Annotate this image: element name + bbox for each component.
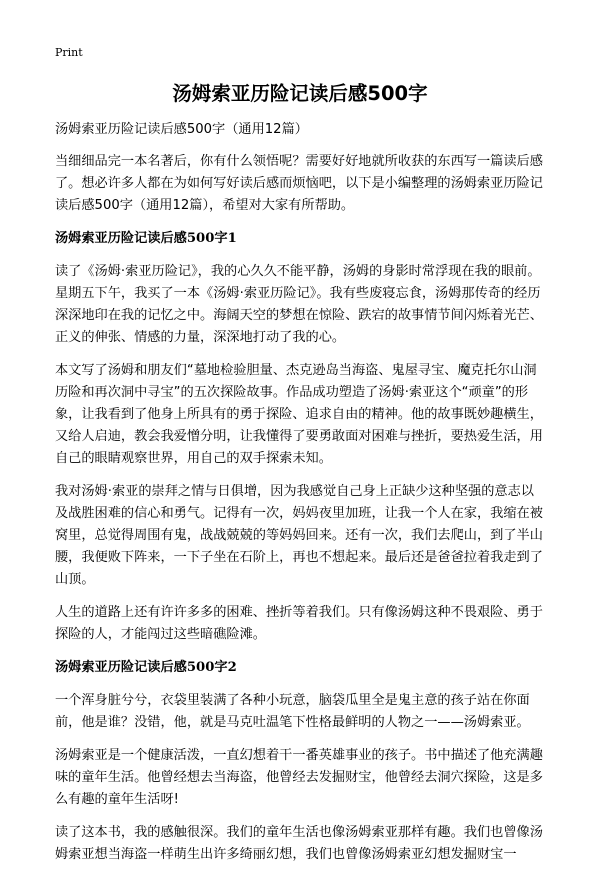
intro-paragraph: 当细细品完一本名著后，你有什么领悟呢？需要好好地就所收获的东西写一篇读后感了。想必许多人都在为如何写好读后感而烦恼吧，以下是小编整理的汤姆索亚历险记读后感500字（通用12篇），希望对大家有所帮助。	[55, 154, 543, 213]
paragraph: 我对汤姆·索亚的崇拜之情与日俱增，因为我感觉自己身上正缺少这种坚强的意志以及战胜困难的信心和勇气。记得有一次，妈妈夜里加班，让我一个人在家，我缩在被窝里，总觉得周围有鬼，战战兢兢的等妈妈回来。还有一次，我们去爬山，到了半山腰，我便败下阵来，一下子坐在石阶上，再也不想起来。最后还是爸爸拉着我走到了山顶。	[55, 484, 543, 587]
section-heading: 汤姆索亚历险记读后感500字2	[55, 660, 237, 675]
article-body	[55, 119, 545, 877]
article-subtitle: 汤姆索亚历险记读后感500字（通用12篇）	[55, 122, 308, 137]
paragraph: 汤姆索亚是一个健康活泼，一直幻想着干一番英雄事业的孩子。书中描述了他充满趣味的童年生活。他曾经想去当海盗，他曾经去发掘财宝，他曾经去洞穴探险，这是多么有趣的童年生活呀!	[55, 748, 543, 807]
paragraph: 读了这本书，我的感触很深。我们的童年生活也像汤姆索亚那样有趣。我们也曾像汤姆索亚想当海盗一样萌生出许多绮丽幻想，我们也曾像汤姆索亚幻想发掘财宝一	[55, 825, 543, 862]
paragraph: 人生的道路上还有许许多多的困难、挫折等着我们。只有像汤姆这种不畏艰险、勇于探险的人，才能闯过这些暗礁险滩。	[55, 605, 543, 642]
print-link[interactable]: Print	[55, 46, 83, 59]
section-heading: 汤姆索亚历险记读后感500字1	[55, 231, 237, 246]
paragraph: 本文写了汤姆和朋友们“墓地检验胆量、杰克逊岛当海盗、鬼屋寻宝、魔克托尔山洞历险和再次洞中寻宝”的五次探险故事。作品成功塑造了汤姆·索亚这个“顽童”的形象，让我看到了他身上所具有的勇于探险、追求自由的精神。他的故事既妙趣横生，又给人启迪，教会我爱憎分明，让我懂得了要勇敢面对困难与挫折，要热爱生活，用自己的眼睛观察世界，用自己的双手探索未知。	[55, 363, 543, 466]
paragraph: 读了《汤姆·索亚历险记》，我的心久久不能平静，汤姆的身影时常浮现在我的眼前。星期五下午，我买了一本《汤姆·索亚历险记》。我有些废寝忘食，汤姆那传奇的经历深深地印在我的记忆之中。海阔天空的梦想在惊险、跌宕的故事情节间闪烁着光芒、正义的伸张、情感的力量，深深地打动了我的心。	[55, 264, 543, 345]
page-title: 汤姆索亚历险记读后感500字	[172, 82, 428, 105]
paragraph: 一个浑身脏兮兮，衣袋里装满了各种小玩意，脑袋瓜里全是鬼主意的孩子站在你面前，他是谁？没错，他，就是马克吐温笔下性格最鲜明的人物之一——汤姆索亚。	[55, 693, 530, 730]
